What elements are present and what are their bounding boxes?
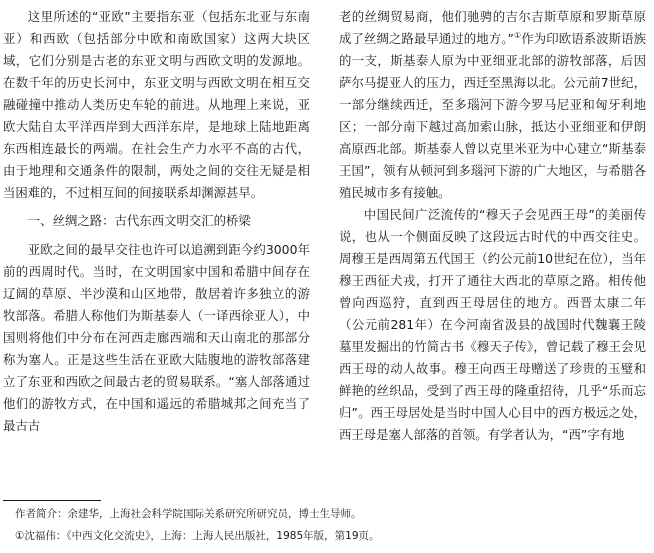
reference-footnote: ①沈福伟：《中西文化交流史》，上海：上海人民出版社，1985年版，第19页。 — [15, 530, 380, 542]
body-paragraph-legend: 中国民间广泛流传的“穆天子会见西王母”的美丽传说，也从一个侧面反映了这段远古时代的中西交往史。周穆王是西周第五代国王（约公元前10世纪在位），当年穆王西征犬戎，打开了通往大西北的草原之路。相传他曾向西巡狩，直到西王母居住的地方。西晋太康二年（公元前281年）在今河南省汲县的战国时代魏襄王陵墓里发掘出的竹简古书《穆天子传》，曾记载了穆王会见西王母的动人故事。穆王向西王母赠送了珍贵的玉璧和鲜艳的丝织品，受到了西王母的隆重招待，几乎“乐而忘归”。西王母居处是当时中国人心目中的西方极远之处，西王母是塞人部落的首领。有学者认为，“西”字有地 — [339, 207, 646, 442]
footnote-divider — [3, 500, 101, 501]
continued-paragraph-scythians: 作为印欧语系波斯语族的一支，斯基泰人原为中亚细亚北部的游牧部落，后因萨尔马提亚人的压力，西迁至黑海以北。公元前7世纪，一部分继续西迁，至多瑙河下游今罗马尼亚和匈牙利地区；一部分南下越过高加索山脉，抵达小亚细亚和伊朗高原西北部。斯基泰人曾以克里米亚为中心建立“斯基泰王国”，领有从顿河到多瑙河下游的广大地区，与希腊各殖民城市多有接触。 — [339, 31, 647, 200]
left-column — [3, 6, 310, 437]
section-heading: 一、丝绸之路：古代东西文明交汇的桥梁 — [27, 213, 251, 228]
continued-paragraph-quote: 老的丝绸贸易商，他们驰骋的吉尔吉斯草原和罗斯草原成了丝绸之路最早通过的地方。” — [339, 9, 646, 46]
footnote-marker[interactable]: ① — [513, 31, 522, 40]
intro-paragraph: 这里所述的“亚欧”主要指东亚（包括东北亚与东南亚）和西欧（包括部分中欧和南欧国家）这两大块区域，它们分别是古老的东亚文明与西欧文明的发源地。在数千年的历史长河中，东亚文明与西欧文明在相互交融碰撞中推动人类历史车轮的前进。从地理上来说，亚欧大陆自太平洋西岸到大西洋东岸，是地球上陆地距离东西相连最长的两端。在社会生产力水平不高的古代，由于地理和交通条件的限制，两处之间的交往无疑是相当困难的，不过相互间的间接联系却渊源甚早。 — [3, 9, 310, 200]
author-note: 作者简介：余建华，上海社会科学院国际关系研究所研究员，博士生导师。 — [15, 508, 362, 520]
body-paragraph-early-contact: 亚欧之间的最早交往也许可以追溯到距今约3000年前的西周时代。当时，在文明国家中国和希腊中间存在辽阔的草原、半沙漠和山区地带，散居着许多独立的游牧部落。希腊人称他们为斯基泰人（一译西徐亚人），中国则将他们中分布在河西走廊西端和天山南北的那部分称为塞人。正是这些生活在亚欧大陆腹地的游牧部落建立了东亚和西欧之间最古老的贸易联系。“塞人部落通过他们的游牧方式，在中国和遥远的希腊城邦之间充当了最古古 — [3, 242, 310, 433]
continued-paragraph — [339, 6, 646, 204]
right-column — [339, 6, 646, 446]
